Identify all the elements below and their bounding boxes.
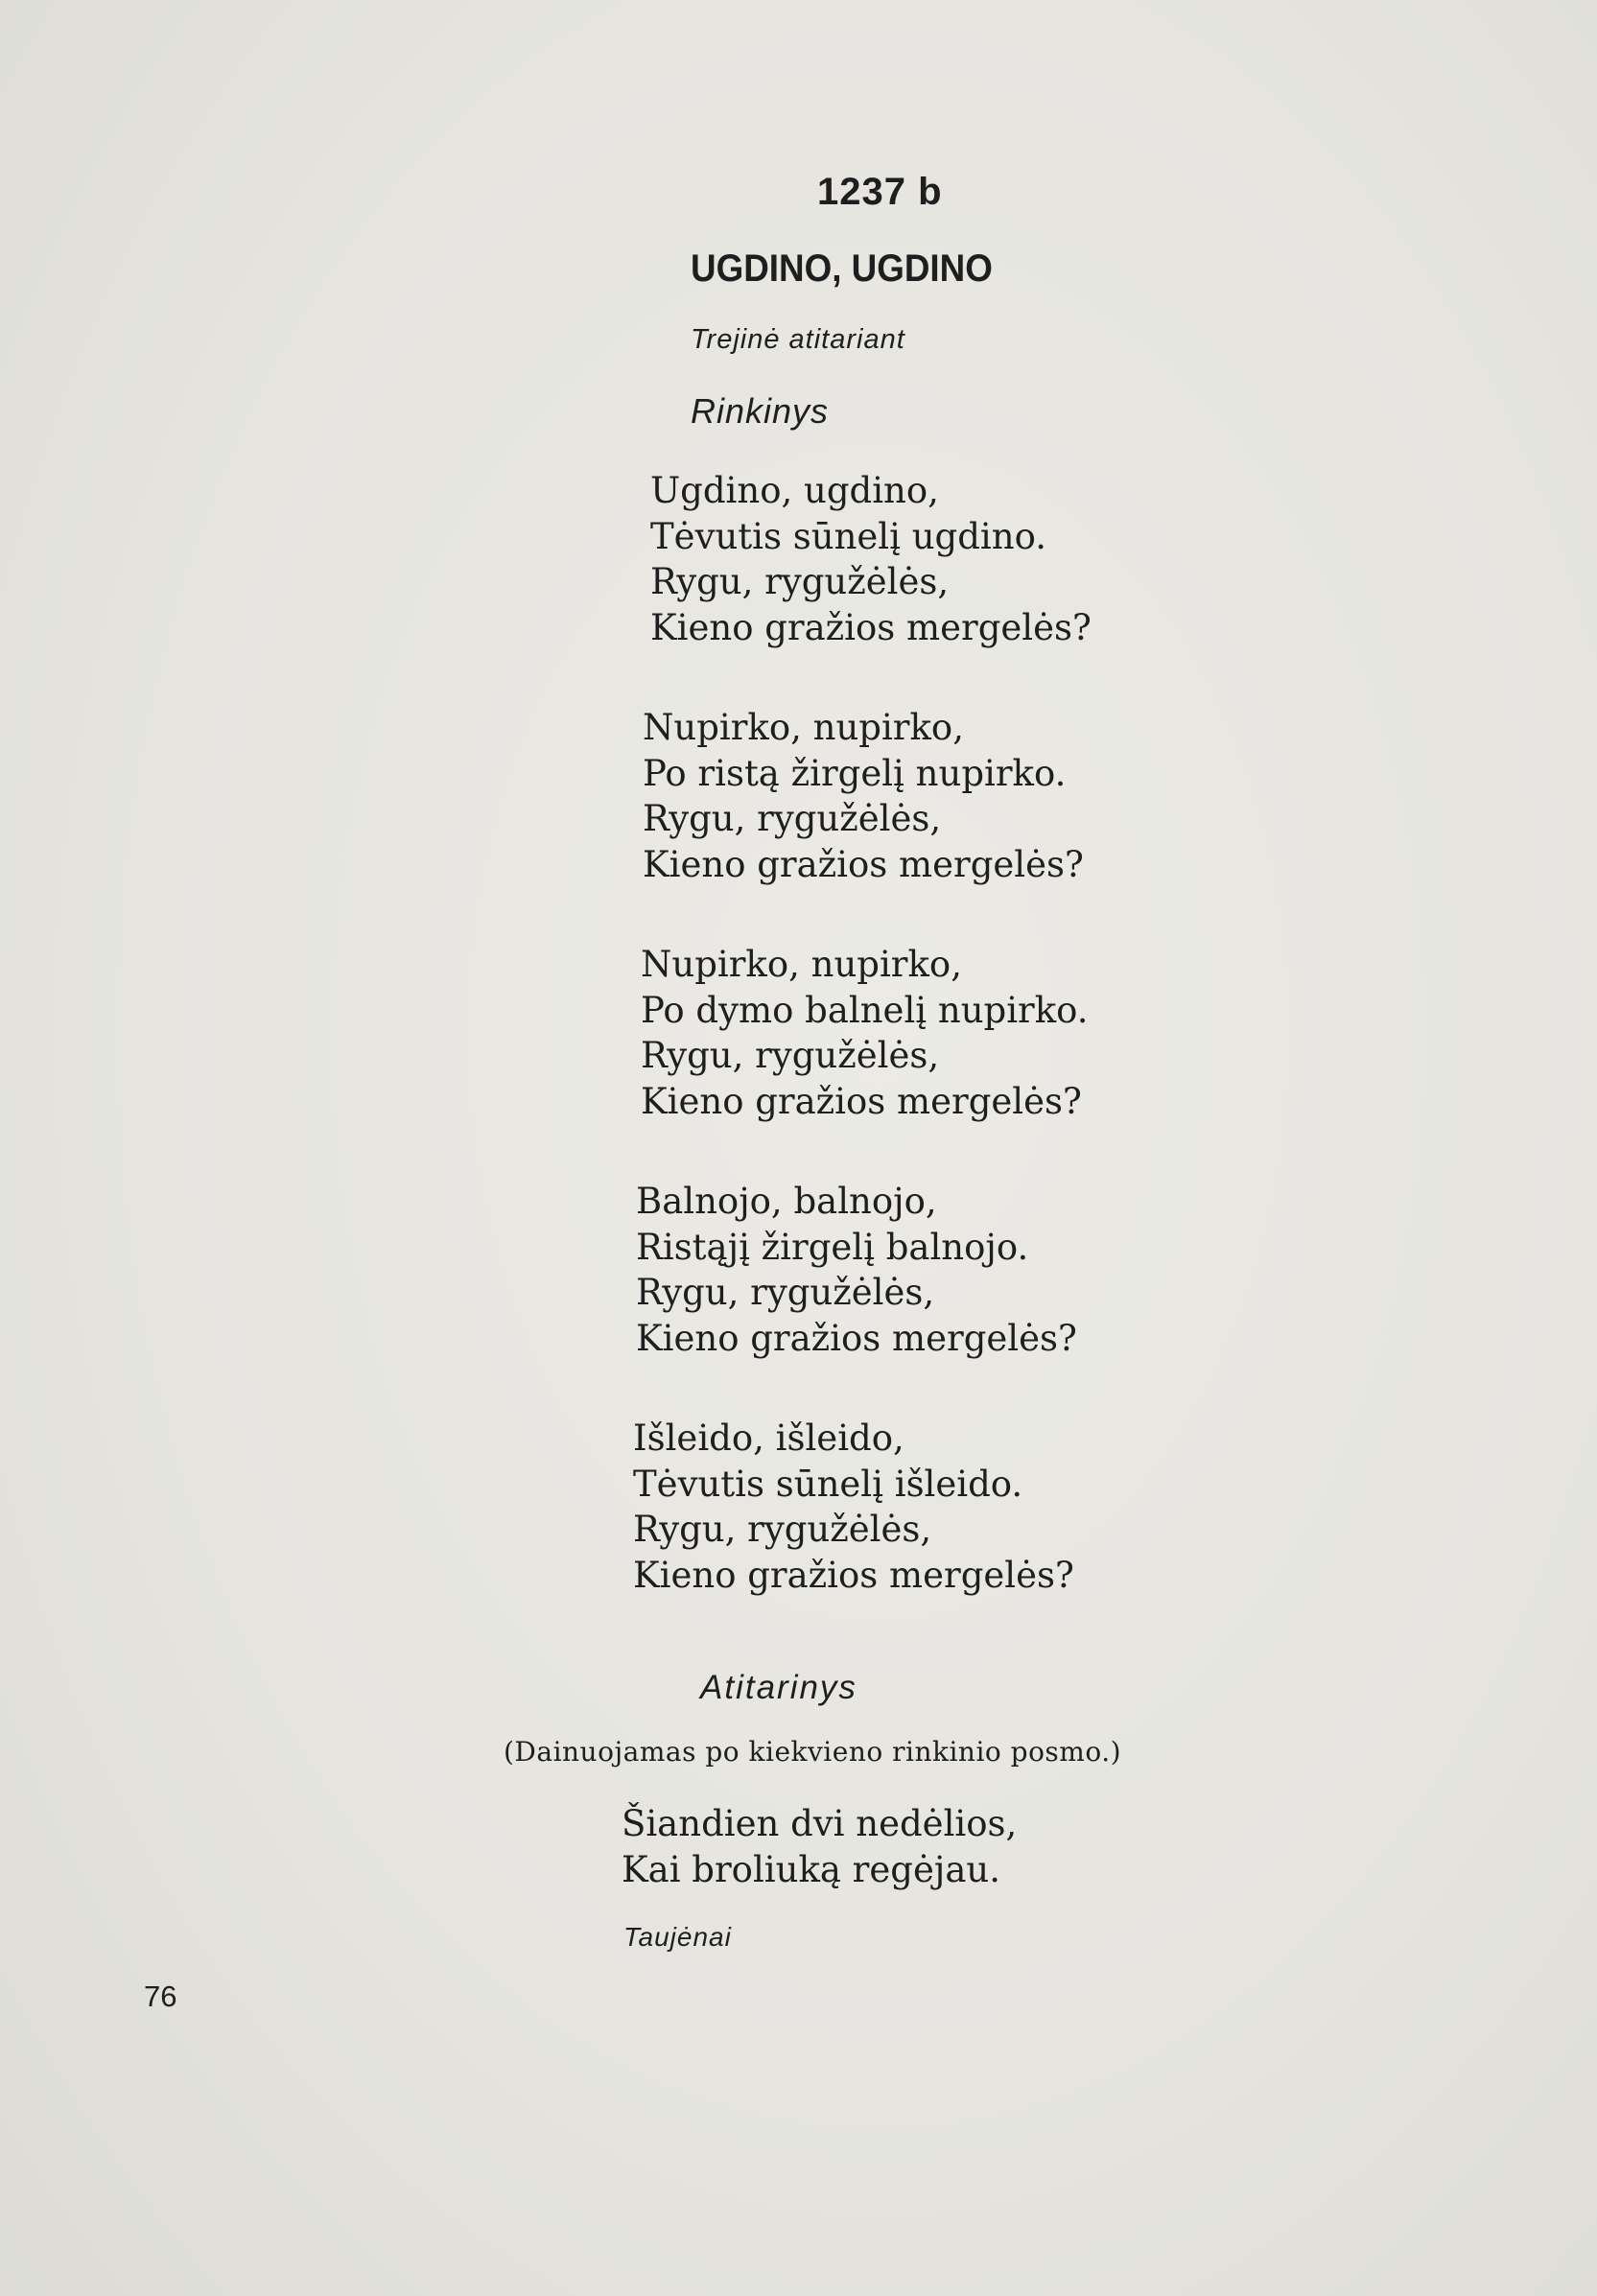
verse-line: Ugdino, ugdino, xyxy=(650,470,939,511)
verse-line: Kieno gražios mergelės? xyxy=(633,1554,1074,1596)
refrain-lines xyxy=(622,1801,1017,1892)
verse-line: Išleido, išleido, xyxy=(633,1417,904,1459)
refrain-line: Šiandien dvi nedėlios, xyxy=(622,1803,1018,1844)
verse-line: Ristąjį žirgelį balnojo. xyxy=(636,1226,1029,1268)
verse-line: Rygu, rygužėlės, xyxy=(633,1509,932,1550)
verse-line: Kieno gražios mergelės? xyxy=(641,1080,1082,1122)
verse-line: Rygu, rygužėlės, xyxy=(641,1035,940,1076)
verse-line: Nupirko, nupirko, xyxy=(643,707,964,748)
song-form-note: Trejinė atitariant xyxy=(691,324,905,355)
refrain-note: (Dainuojamas po kiekvieno rinkinio posmo.) xyxy=(504,1736,1122,1768)
verse-line: Kieno gražios mergelės? xyxy=(636,1317,1077,1359)
verse-stanzas xyxy=(633,468,1228,1652)
verse-line: Po ristą žirgelį nupirko. xyxy=(643,752,1067,794)
stanza-4 xyxy=(633,1179,1228,1361)
song-number: 1237 b xyxy=(817,171,943,213)
stanza-2 xyxy=(633,705,1228,887)
stanza-1 xyxy=(633,468,1228,650)
verse-line: Po dymo balnelį nupirko. xyxy=(641,989,1089,1031)
refrain-line: Kai broliuką regėjau. xyxy=(622,1848,1000,1890)
song-title: UGDINO, UGDINO xyxy=(691,247,993,290)
verse-line: Rygu, rygužėlės, xyxy=(650,561,950,602)
verse-line: Kieno gražios mergelės? xyxy=(650,606,1092,648)
refrain-section-heading: Atitarinys xyxy=(700,1669,857,1706)
stanza-3 xyxy=(633,942,1228,1124)
verse-line: Kieno gražios mergelės? xyxy=(643,843,1084,885)
verse-section-heading: Rinkinys xyxy=(691,391,830,431)
verse-line: Rygu, rygužėlės, xyxy=(636,1272,935,1313)
page-number: 76 xyxy=(144,1980,177,2013)
verse-line: Tėvutis sūnelį išleido. xyxy=(633,1463,1023,1505)
verse-line: Rygu, rygužėlės, xyxy=(643,798,942,839)
verse-line: Nupirko, nupirko, xyxy=(641,944,962,985)
verse-line: Tėvutis sūnelį ugdino. xyxy=(650,515,1046,557)
verse-line: Balnojo, balnojo, xyxy=(636,1181,937,1222)
place-of-recording: Taujėnai xyxy=(623,1922,732,1952)
stanza-5 xyxy=(633,1416,1228,1598)
